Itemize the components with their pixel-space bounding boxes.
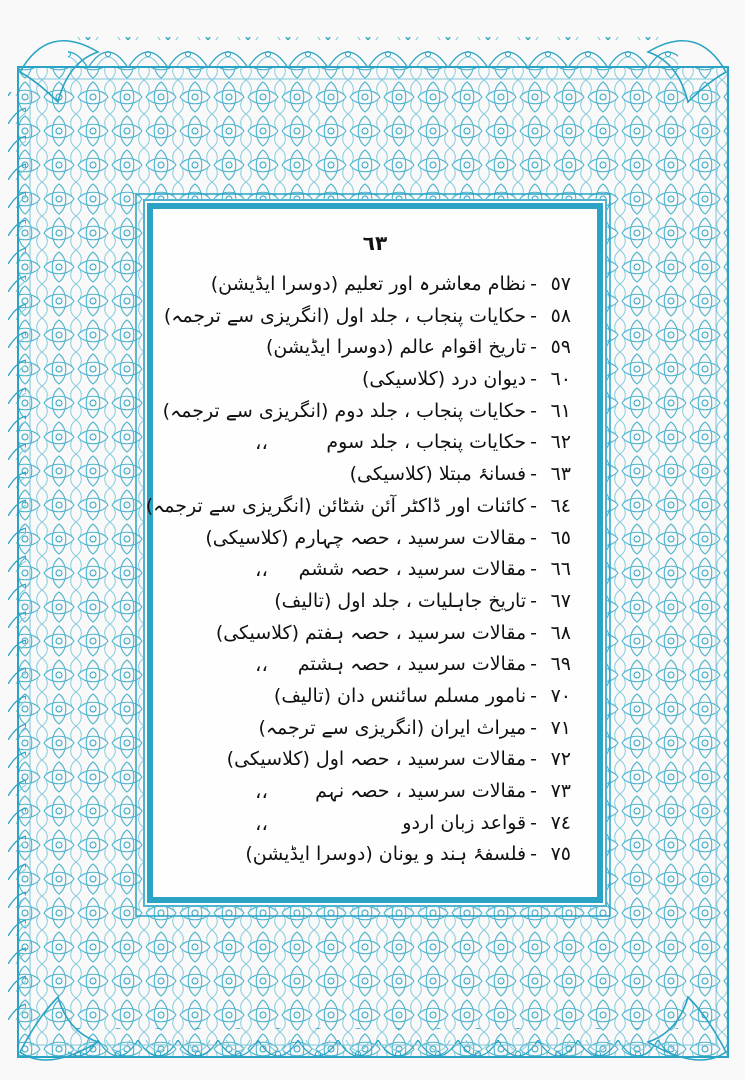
entry-separator: - <box>530 336 537 359</box>
list-item <box>175 586 571 618</box>
entry-number: ٦٧ <box>550 589 571 612</box>
entry-number: ٧٢ <box>550 748 571 771</box>
entry-separator: - <box>530 780 537 802</box>
ditto-mark: ،، <box>255 557 268 582</box>
entry-title: مقالات سرسید ، حصہ ہفتم (کلاسیکی) <box>215 621 527 644</box>
entry-number: ٦٣ <box>550 463 571 486</box>
list-item <box>163 301 571 333</box>
entry-title: مقالات سرسید ، حصہ ہشتم <box>297 653 527 676</box>
entry-title: مقالات سرسید ، حصہ ششم <box>298 558 527 581</box>
list-item <box>175 364 571 396</box>
entry-title: حکایات پنجاب ، جلد دوم (انگریزی سے ترجمہ) <box>162 399 527 422</box>
entry-number: ٧١ <box>550 716 571 739</box>
ditto-mark: ،، <box>255 430 268 455</box>
list-item <box>175 681 571 713</box>
entry-number: ٦٦ <box>550 558 571 581</box>
list-item <box>175 332 571 364</box>
entry-separator: - <box>530 399 537 422</box>
entry-separator: - <box>530 684 537 707</box>
list-item <box>175 554 571 586</box>
entry-separator: - <box>530 716 537 739</box>
entry-title: کائنات اور ڈاکٹر آئن شٹائن (انگریزی سے ترجمہ) <box>145 494 527 517</box>
entry-number: ٦٥ <box>550 526 571 549</box>
list-item <box>175 269 571 301</box>
entry-title: مقالات سرسید ، حصہ نہم <box>315 780 527 802</box>
entry-separator: - <box>530 304 537 327</box>
list-item <box>175 744 571 776</box>
entry-title: مقالات سرسید ، حصہ اول (کلاسیکی) <box>226 748 527 771</box>
entry-separator: - <box>530 843 537 866</box>
entry-title: فسانۂ مبتلا (کلاسیکی) <box>349 463 527 486</box>
list-item <box>175 713 571 745</box>
page-number: ٦٣ <box>362 231 388 255</box>
entry-title: مقالات سرسید ، حصہ چہارم (کلاسیکی) <box>205 526 527 549</box>
ditto-mark: ،، <box>255 652 268 677</box>
entry-number: ٥٩ <box>550 336 571 359</box>
entry-separator: - <box>530 368 537 391</box>
entry-separator: - <box>530 811 537 834</box>
list-item <box>175 427 571 459</box>
entry-number: ٦٠ <box>550 368 571 391</box>
entry-number: ٧٠ <box>550 684 571 707</box>
entry-number: ٦٢ <box>550 431 571 454</box>
entry-title: فلسفۂ ہند و یونان (دوسرا ایڈیشن) <box>245 843 527 866</box>
entry-separator: - <box>530 653 537 676</box>
entry-separator: - <box>530 748 537 771</box>
entry-number: ٦٩ <box>550 653 571 676</box>
list-item <box>175 808 571 840</box>
entry-title: تاریخ اقوام عالم (دوسرا ایڈیشن) <box>266 336 527 359</box>
list-item <box>175 776 571 808</box>
entry-number: ٥٨ <box>550 304 571 327</box>
entry-number: ٦٨ <box>550 621 571 644</box>
entry-number: ٥٧ <box>550 273 571 295</box>
list-item <box>175 618 571 650</box>
entry-separator: - <box>530 431 537 454</box>
entry-separator: - <box>530 621 537 644</box>
entry-separator: - <box>530 494 537 517</box>
list-item <box>175 459 571 491</box>
entry-separator: - <box>530 526 537 549</box>
book-list <box>145 269 571 871</box>
entry-separator: - <box>530 558 537 581</box>
entry-title: تاریخ جاہلیات ، جلد اول (تالیف) <box>274 589 527 612</box>
list-item <box>145 491 571 523</box>
list-item <box>162 396 571 428</box>
entry-separator: - <box>530 589 537 612</box>
content-panel <box>147 203 603 903</box>
entry-title: دیوان درد (کلاسیکی) <box>361 368 527 391</box>
entry-title: نامور مسلم سائنس دان (تالیف) <box>273 684 527 707</box>
list-item <box>175 523 571 555</box>
entry-title: حکایات پنجاب ، جلد اول (انگریزی سے ترجمہ) <box>163 304 527 327</box>
entry-number: ٧٥ <box>550 843 571 866</box>
list-item <box>175 649 571 681</box>
entry-number: ٧٤ <box>550 811 571 834</box>
ditto-mark: ،، <box>255 810 268 835</box>
entry-separator: - <box>530 273 537 295</box>
entry-number: ٦١ <box>550 399 571 422</box>
entry-title: نظام معاشرہ اور تعلیم (دوسرا ایڈیشن) <box>210 273 527 295</box>
list-item <box>175 839 571 871</box>
entry-number: ٦٤ <box>550 494 571 517</box>
ditto-mark: ،، <box>255 779 268 803</box>
entry-title: قواعد زبان اردو <box>402 811 527 834</box>
entry-title: حکایات پنجاب ، جلد سوم <box>326 431 527 454</box>
entry-separator: - <box>530 463 537 486</box>
entry-title: میراث ایران (انگریزی سے ترجمہ) <box>258 716 527 739</box>
entry-number: ٧٣ <box>550 780 571 802</box>
